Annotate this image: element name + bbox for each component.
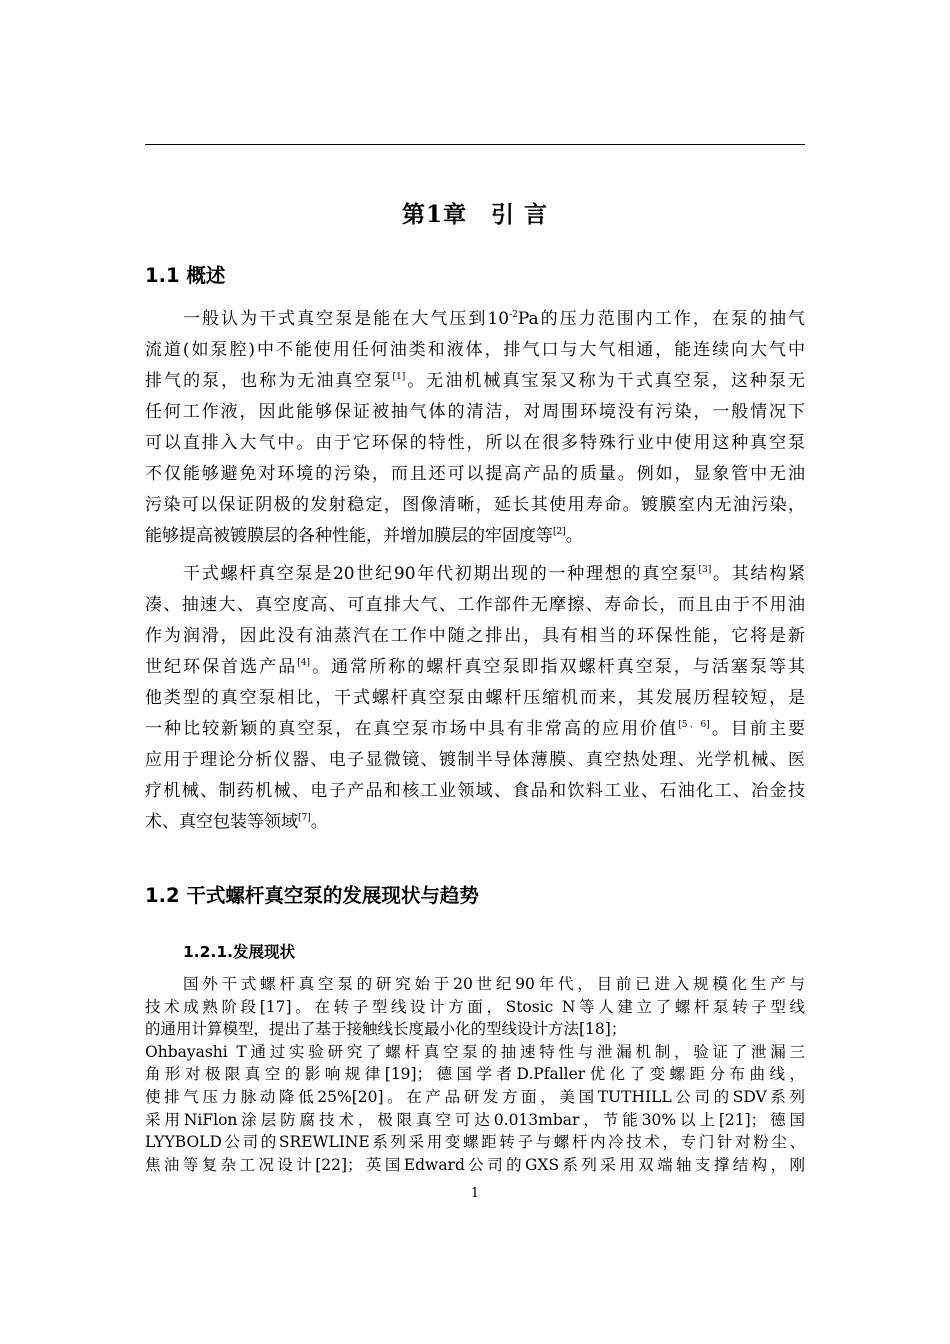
citation: [3] xyxy=(698,565,712,575)
text-line: 流道(如泵腔)中不能使用任何油类和液体，排气口与大气相通，能连续向大气中 xyxy=(145,340,805,360)
text-line: 采用NiFlon涂层防腐技术，极限真空可达0.013mbar，节能30%以上[21]；德国 xyxy=(145,1110,805,1129)
page-number: 1 xyxy=(470,1186,480,1201)
text-line: 可以直排入大气中。由于它环保的特性，所以在很多特殊行业中使用这种真空泵 xyxy=(145,433,805,453)
header-rule xyxy=(145,144,805,145)
text-line: 焦油等复杂工况设计[22]；英国Edward公司的GXS系列采用双端轴支撑结构，刚 xyxy=(145,1155,805,1174)
text-line: 干式螺杆真空泵是20世纪90年代初期出现的一种理想的真空泵[3]。其结构紧 xyxy=(183,564,805,584)
text-line: 不仅能够避免对环境的污染，而且还可以提高产品的质量。例如，显象管中无油 xyxy=(145,464,805,484)
text-line: 术、真空包装等领域[7]。 xyxy=(145,812,328,832)
text-line: 技术成熟阶段[17]。在转子型线设计方面，Stosic N等人建立了螺杆泵转子型线 xyxy=(145,997,805,1016)
text-line: 作为润滑，因此没有油蒸汽在工作中随之排出，具有相当的环保性能，它将是新 xyxy=(145,626,805,646)
text-line: Ohbayashi T通过实验研究了螺杆真空泵的抽速特性与泄漏机制，验证了泄漏三 xyxy=(145,1042,805,1061)
text-line: 他类型的真空泵相比，干式螺杆真空泵由螺杆压缩机而来，其发展历程较短，是 xyxy=(145,688,805,708)
paragraph-overview-2 xyxy=(145,559,805,838)
section-heading-1-2: 1.2 干式螺杆真空泵的发展现状与趋势 xyxy=(145,884,479,907)
text-line: 污染可以保证阴极的发射稳定，图像清晰，延长其使用寿命。镀膜室内无油污染， xyxy=(145,495,805,515)
citation: [5、6] xyxy=(678,720,710,730)
text-line: 一种比较新颖的真空泵，在真空泵市场中具有非常高的应用价值[5、6]。目前主要 xyxy=(145,719,805,739)
text-line: 任何工作液，因此能够保证被抽气体的清洁，对周围环境没有污染，一般情况下 xyxy=(145,402,805,422)
text-line: 世纪环保首选产品[4]。通常所称的螺杆真空泵即指双螺杆真空泵，与活塞泵等其 xyxy=(145,657,806,677)
citation: [1] xyxy=(392,372,406,382)
text-line: 国外干式螺杆真空泵的研究始于20世纪90年代，目前已进入规模化生产与 xyxy=(183,975,805,993)
paragraph-overview-1 xyxy=(145,304,805,552)
text-line: 凑、抽速大、真空度高、可直排大气、工作部件无摩擦、寿命长，而且由于不用油 xyxy=(145,595,805,615)
subsection-heading-1-2-1: 1.2.1.发展现状 xyxy=(183,943,296,961)
citation: [4] xyxy=(297,658,311,668)
superscript: -2 xyxy=(509,310,518,320)
chapter-title: 第1章 引 言 xyxy=(401,201,548,228)
citation: [7] xyxy=(298,813,311,823)
section-heading-1-1: 1.1 概述 xyxy=(145,264,226,287)
text-line: 一般认为干式真空泵是能在大气压到$10^{-2}Pa$的压力范围内工作，在泵的抽气 xyxy=(183,309,805,329)
text-line: 角形对极限真空的影响规律[19]；德国学者D.Pfaller优化了变螺距分布曲线， xyxy=(145,1065,805,1084)
text-line: 能够提高被镀膜层的各种性能，并增加膜层的牢固度等[2]。 xyxy=(145,526,583,546)
paragraph-development-status xyxy=(145,973,805,1176)
text-line: 应用于理论分析仪器、电子显微镜、镀制半导体薄膜、真空热处理、光学机械、医 xyxy=(145,750,805,770)
text-line: 疗机械、制药机械、电子产品和核工业领域、食品和饮料工业、石油化工、冶金技 xyxy=(145,781,805,801)
text-line: 的通用计算模型，提出了基于接触线长度最小化的型线设计方法[18]； xyxy=(145,1020,627,1039)
text-line: 排气的泵，也称为无油真空泵[1]。无油机械真宝泵又称为干式真空泵，这种泵无 xyxy=(145,371,806,391)
text-line: LYYBOLD公司的SREWLINE系列采用变螺距转子与螺杆内冷技术，专门针对粉尘、 xyxy=(145,1133,805,1152)
citation: [2] xyxy=(553,527,566,537)
text-line: 使排气压力脉动降低25%[20]。在产品研发方面，美国TUTHILL公司的SDV系列 xyxy=(145,1087,805,1106)
